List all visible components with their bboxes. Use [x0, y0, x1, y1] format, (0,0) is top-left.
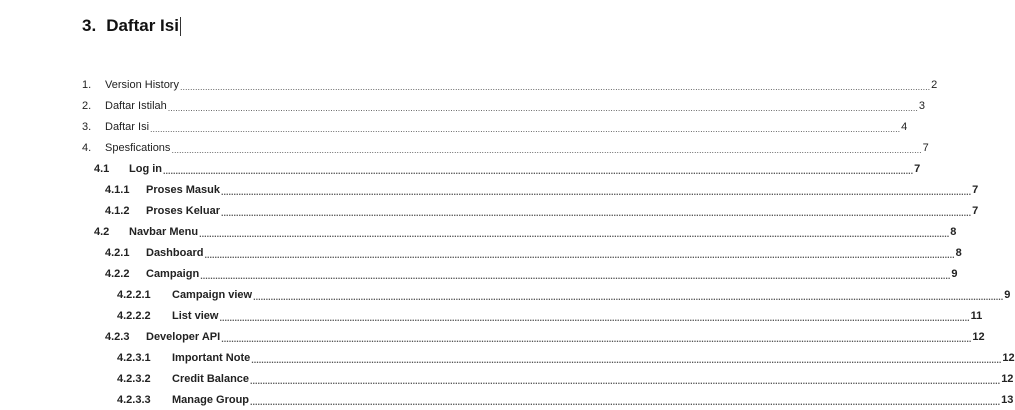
toc-entry-title: Manage Group: [172, 393, 250, 406]
toc-entry-page: 7: [972, 183, 979, 196]
toc-entry-title: Navbar Menu: [129, 225, 199, 238]
toc-entry[interactable]: [94, 221, 957, 242]
toc-entry[interactable]: [82, 74, 938, 95]
toc-entry-number: 4.1.2: [105, 204, 130, 217]
toc-entry-title: Dashboard: [146, 246, 204, 259]
toc-entry-number: 4.1.1: [105, 183, 130, 196]
toc-entry[interactable]: [105, 263, 958, 284]
toc-heading: [82, 16, 181, 36]
toc-dot-leader: ............................................................................................................................................................................................................................................................................................................: [221, 333, 972, 344]
toc-entry-number: 4.2.2: [105, 267, 130, 280]
toc-dot-leader: ............................................................................................................................................................................................................................................................................................................: [219, 312, 970, 323]
toc-entry-number: 4.2.2.1: [117, 288, 151, 301]
toc-entry[interactable]: [105, 200, 979, 221]
toc-entry-number: 4.2.3.3: [117, 393, 151, 406]
toc-entry[interactable]: [105, 242, 962, 263]
toc-entry-title: Credit Balance: [172, 372, 250, 385]
toc-dot-leader: ............................................................................................................................................................................................................................................................................................................: [200, 270, 951, 281]
toc-dot-leader: ............................................................................................................................................................................................................................................................................................................: [251, 354, 1002, 365]
toc-dot-leader: ............................................................................................................................................................................................................................................................................................................: [250, 396, 1001, 407]
toc-entry-page: 4: [901, 120, 908, 133]
toc-entry-page: 7: [972, 204, 979, 217]
toc-entry-number: 4.2.3: [105, 330, 130, 343]
toc-entry[interactable]: [94, 158, 921, 179]
toc-entry-title: Version History: [105, 78, 179, 91]
toc-entry-title: Spesfications: [105, 141, 171, 154]
toc-entry-page: 3: [918, 99, 926, 112]
toc-entry[interactable]: [105, 179, 979, 200]
toc-dot-leader: ............................................................................................................................................................................................................................................................................................................: [179, 81, 931, 92]
toc-entry[interactable]: [82, 137, 929, 158]
toc-entry-number: 4.2.3.1: [117, 351, 151, 364]
toc-entry[interactable]: [117, 305, 983, 326]
heading-number: 3.: [82, 16, 97, 35]
toc-entry[interactable]: [117, 347, 1015, 368]
toc-entry[interactable]: [82, 95, 926, 116]
toc-entry-title: Proses Masuk: [146, 183, 220, 196]
toc-dot-leader: ............................................................................................................................................................................................................................................................................................................: [253, 291, 1004, 302]
text-cursor: [180, 17, 181, 36]
toc-entry-title: Daftar Istilah: [105, 99, 167, 112]
toc-entry-page: 8: [950, 225, 957, 238]
toc-dot-leader: ............................................................................................................................................................................................................................................................................................................: [163, 165, 914, 176]
toc-entry-page: 9: [951, 267, 958, 280]
toc-entry-page: 7: [922, 141, 929, 154]
toc-entry-page: 13: [1001, 393, 1014, 406]
toc-entry[interactable]: [105, 326, 985, 347]
toc-entry-page: 2: [931, 78, 938, 91]
toc-entry-number: 4.2.3.2: [117, 372, 151, 385]
toc-entry-number: 4.2.2.2: [117, 309, 151, 322]
toc-entry-title: Proses Keluar: [146, 204, 220, 217]
toc-entry-title: Campaign: [146, 267, 200, 280]
toc-entry-number: 3.: [82, 120, 92, 133]
toc-entry-number: 4.1: [94, 162, 110, 175]
toc-entry-page: 12: [1001, 372, 1014, 385]
toc-entry-title: Campaign view: [172, 288, 253, 301]
toc-dot-leader: ............................................................................................................................................................................................................................................................................................................: [150, 123, 901, 134]
toc-dot-leader: ............................................................................................................................................................................................................................................................................................................: [167, 102, 918, 113]
toc-entry-page: 9: [1004, 288, 1011, 301]
toc-dot-leader: ............................................................................................................................................................................................................................................................................................................: [171, 144, 922, 155]
toc-dot-leader: ............................................................................................................................................................................................................................................................................................................: [199, 228, 950, 239]
toc-entry[interactable]: [82, 116, 908, 137]
toc-entry-number: 2.: [82, 99, 92, 112]
toc-entry-number: 4.: [82, 141, 92, 154]
toc-dot-leader: ............................................................................................................................................................................................................................................................................................................: [204, 249, 955, 260]
toc-entry-number: 1.: [82, 78, 92, 91]
toc-entry[interactable]: [117, 284, 1011, 305]
heading-title: Daftar Isi: [106, 16, 179, 35]
toc-dot-leader: ............................................................................................................................................................................................................................................................................................................: [220, 186, 972, 197]
toc-dot-leader: ............................................................................................................................................................................................................................................................................................................: [250, 375, 1001, 386]
toc-entry-title: Log in: [129, 162, 162, 175]
toc-dot-leader: ............................................................................................................................................................................................................................................................................................................: [220, 207, 972, 218]
toc-entry-page: 12: [1002, 351, 1015, 364]
toc-entry[interactable]: [117, 389, 1014, 410]
toc-entry-title: Daftar Isi: [105, 120, 150, 133]
toc-entry-page: 7: [914, 162, 921, 175]
toc-entry-title: Important Note: [172, 351, 251, 364]
toc-entry-title: Developer API: [146, 330, 221, 343]
toc-entry[interactable]: [117, 368, 1014, 389]
toc-entry-number: 4.2.1: [105, 246, 130, 259]
toc-entry-title: List view: [172, 309, 219, 322]
toc-entry-page: 12: [972, 330, 985, 343]
toc-entry-page: 8: [955, 246, 962, 259]
toc-entry-number: 4.2: [94, 225, 110, 238]
toc-entry-page: 11: [970, 309, 983, 322]
